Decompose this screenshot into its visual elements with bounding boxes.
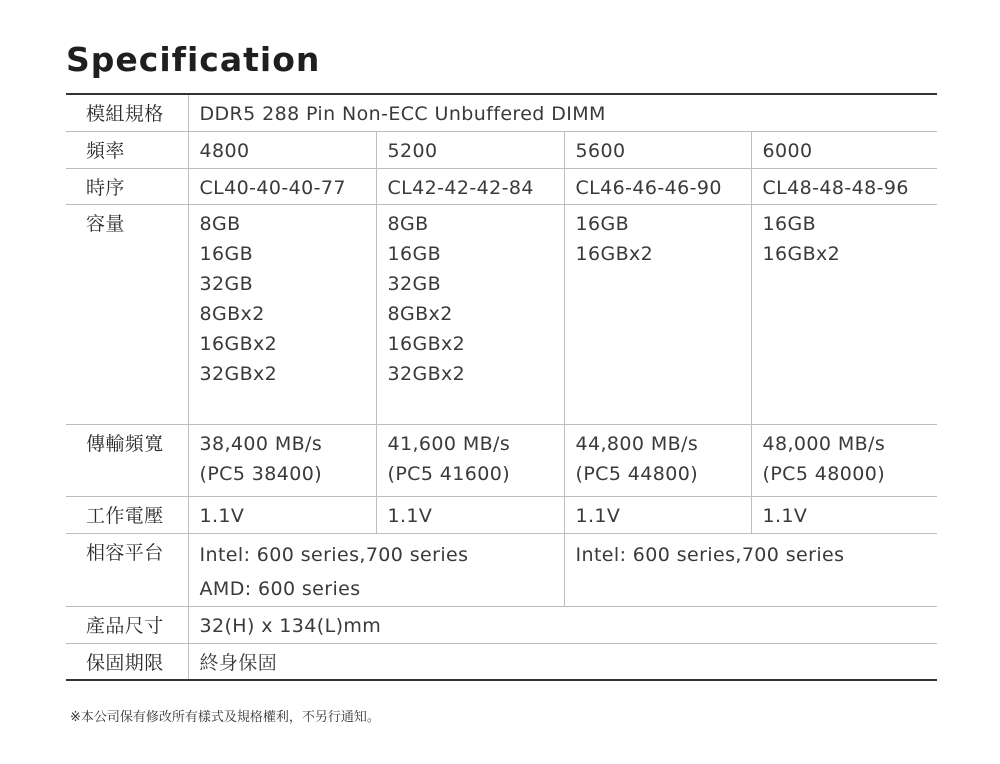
capacity-cell — [751, 204, 937, 424]
capacity-item: 32GBx2 — [387, 362, 466, 385]
voltage-cell: 1.1V — [564, 496, 751, 533]
row-platform — [66, 533, 937, 606]
platform-cell-left — [188, 533, 564, 606]
timing-cell: CL40-40-40-77 — [188, 168, 376, 204]
timing-cell: CL42-42-42-84 — [376, 168, 564, 204]
row-label: 保固期限 — [66, 643, 188, 680]
row-warranty — [66, 643, 937, 680]
row-frequency — [66, 131, 937, 168]
frequency-cell: 4800 — [188, 131, 376, 168]
row-timing — [66, 168, 937, 204]
warranty-value: 終身保固 — [188, 643, 937, 680]
capacity-cell — [188, 204, 376, 424]
capacity-item: 32GBx2 — [199, 362, 278, 385]
platform-item: Intel: 600 series,700 series — [199, 543, 469, 566]
capacity-item: 8GB — [199, 212, 241, 235]
capacity-item: 16GB — [762, 212, 817, 235]
capacity-item: 16GB — [199, 242, 254, 265]
row-label: 傳輸頻寬 — [66, 424, 188, 496]
capacity-cell — [376, 204, 564, 424]
page-title: Specification — [66, 40, 321, 79]
bandwidth-speed: 41,600 MB/s — [387, 432, 511, 455]
row-capacity — [66, 204, 937, 424]
bandwidth-pc-rating: (PC5 44800) — [575, 462, 699, 485]
capacity-item: 16GB — [387, 242, 442, 265]
row-label: 時序 — [66, 168, 188, 204]
voltage-cell: 1.1V — [751, 496, 937, 533]
timing-cell: CL48-48-48-96 — [751, 168, 937, 204]
frequency-cell: 5200 — [376, 131, 564, 168]
row-label: 工作電壓 — [66, 496, 188, 533]
footnote: ※本公司保有修改所有樣式及規格權利，不另行通知。 — [70, 710, 380, 725]
capacity-item: 16GBx2 — [575, 242, 654, 265]
module-value: DDR5 288 Pin Non-ECC Unbuffered DIMM — [188, 94, 937, 131]
voltage-cell: 1.1V — [188, 496, 376, 533]
row-bandwidth — [66, 424, 937, 496]
platform-cell-right — [564, 533, 937, 606]
bandwidth-cell — [751, 424, 937, 496]
bandwidth-pc-rating: (PC5 38400) — [199, 462, 323, 485]
row-voltage — [66, 496, 937, 533]
capacity-item: 8GBx2 — [199, 302, 265, 325]
row-label: 產品尺寸 — [66, 606, 188, 643]
spec-table — [66, 93, 937, 681]
row-dimensions — [66, 606, 937, 643]
row-label: 相容平台 — [66, 533, 188, 606]
capacity-item: 32GB — [387, 272, 442, 295]
capacity-item: 8GBx2 — [387, 302, 453, 325]
row-module — [66, 94, 937, 131]
platform-item: AMD: 600 series — [199, 577, 361, 600]
bandwidth-speed: 44,800 MB/s — [575, 432, 699, 455]
row-label: 容量 — [66, 204, 188, 424]
frequency-cell: 6000 — [751, 131, 937, 168]
bandwidth-cell — [376, 424, 564, 496]
capacity-item: 16GBx2 — [199, 332, 278, 355]
bandwidth-cell — [564, 424, 751, 496]
bandwidth-cell — [188, 424, 376, 496]
voltage-cell: 1.1V — [376, 496, 564, 533]
bandwidth-speed: 38,400 MB/s — [199, 432, 323, 455]
platform-item: Intel: 600 series,700 series — [575, 543, 845, 566]
bandwidth-pc-rating: (PC5 48000) — [762, 462, 886, 485]
timing-cell: CL46-46-46-90 — [564, 168, 751, 204]
capacity-item: 16GBx2 — [762, 242, 841, 265]
capacity-item: 8GB — [387, 212, 429, 235]
row-label: 頻率 — [66, 131, 188, 168]
bandwidth-speed: 48,000 MB/s — [762, 432, 886, 455]
row-label: 模組規格 — [66, 94, 188, 131]
capacity-item: 32GB — [199, 272, 254, 295]
capacity-cell — [564, 204, 751, 424]
capacity-item: 16GB — [575, 212, 630, 235]
dimensions-value: 32(H) x 134(L)mm — [188, 606, 937, 643]
capacity-item: 16GBx2 — [387, 332, 466, 355]
bandwidth-pc-rating: (PC5 41600) — [387, 462, 511, 485]
frequency-cell: 5600 — [564, 131, 751, 168]
